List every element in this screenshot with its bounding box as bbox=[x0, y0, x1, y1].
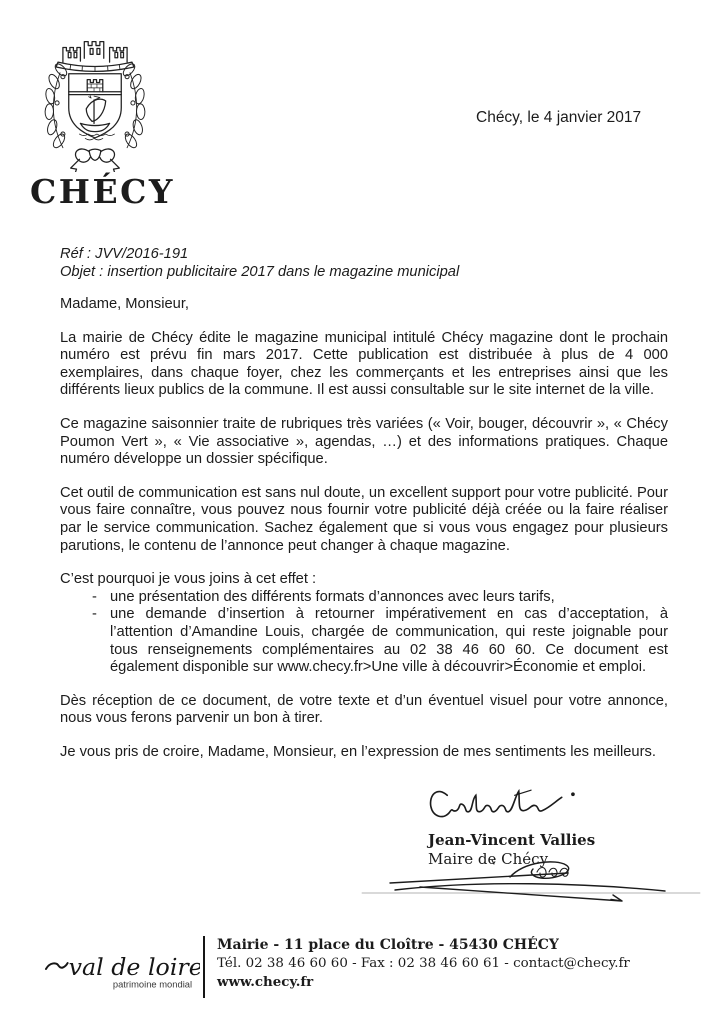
letterhead-city-name: CHÉCY bbox=[30, 172, 175, 211]
footer-divider bbox=[203, 936, 205, 998]
list-item bbox=[60, 589, 668, 607]
val-de-loire-text: val de loire bbox=[68, 952, 200, 981]
footer-address: Mairie - 11 place du Cloître - 45430 CHÉCY bbox=[217, 937, 559, 953]
val-de-loire-logo bbox=[42, 938, 200, 996]
letter-body bbox=[60, 296, 668, 777]
signer-title: Maire de Chécy bbox=[428, 850, 549, 868]
reference-block bbox=[60, 246, 668, 281]
paragraph: Dès réception de ce document, de votre texte et d’un éventuel visuel pour votre annonce, nous vous ferons parvenir un bon à tirer. bbox=[60, 692, 668, 727]
list-marker: - bbox=[92, 588, 97, 605]
footer-phone: Tél. 02 38 46 60 60 - Fax : 02 38 46 60 61 - contact@checy.fr bbox=[217, 955, 630, 971]
salutation: Madame, Monsieur, bbox=[60, 296, 189, 312]
paragraph: Je vous pris de croire, Madame, Monsieur, en l’expression de mes sentiments les meilleurs. bbox=[60, 743, 656, 760]
patrimoine-mondial-text: patrimoine mondial bbox=[112, 979, 193, 990]
signer-name: Jean-Vincent Vallies bbox=[428, 831, 596, 849]
paragraph: C’est pourquoi je vous joins à cet effet : bbox=[60, 571, 317, 588]
handwritten-cordialement bbox=[424, 782, 589, 828]
list-item bbox=[60, 606, 668, 676]
enclosures-list bbox=[60, 589, 668, 677]
footer-contact-block bbox=[217, 936, 630, 992]
list-item-text: une demande d’insertion à retourner impérativement en cas d’acceptation, à l’attention d’Amandine Louis, chargée de communication, qui reste joignable pour tous renseignements complémentaires au 02 38 46 60 60. Ce document est également disponible sur www.checy.fr>Une ville à découvrir>Économie et emploi. bbox=[110, 606, 668, 676]
paragraph: La mairie de Chécy édite le magazine municipal intitulé Chécy magazine dont le prochain numéro est prévu fin mars 2017. Cette publication est distribuée à plus de 4 000 exemplaires, dans chaque foyer, chez les commerçants et les entreprises ainsi que les différents lieux publics de la commune. Il est aussi consultable sur le site internet de la ville. bbox=[60, 329, 668, 399]
checy-coat-of-arms-icon bbox=[36, 30, 154, 172]
reference-line: Réf : JVV/2016-191 bbox=[60, 246, 189, 262]
paragraph: Ce magazine saisonnier traite de rubriques très variées (« Voir, bouger, découvrir », « Chécy Poumon Vert », « Vie associative », agendas, …) et des informations pratiques. Chaque numéro développe un dossier spécifique. bbox=[60, 415, 668, 468]
date-line: Chécy, le 4 janvier 2017 bbox=[476, 109, 642, 126]
signature-scrawl bbox=[360, 856, 705, 906]
list-marker: - bbox=[92, 606, 97, 623]
footer-website: www.checy.fr bbox=[217, 974, 314, 990]
subject-line: Objet : insertion publicitaire 2017 dans le magazine municipal bbox=[60, 263, 460, 280]
paragraph: Cet outil de communication est sans nul doute, un excellent support pour votre publicité. Pour vous faire connaître, vous pouvez nous fournir votre publicité déjà créée ou la faire réaliser par le service communication. Sachez également que si vous vous engagez pour plusieurs parutions, le contenu de l’annonce peut changer à chaque magazine. bbox=[60, 484, 668, 554]
list-item-text: une présentation des différents formats d’annonces avec leurs tarifs, bbox=[110, 588, 555, 605]
